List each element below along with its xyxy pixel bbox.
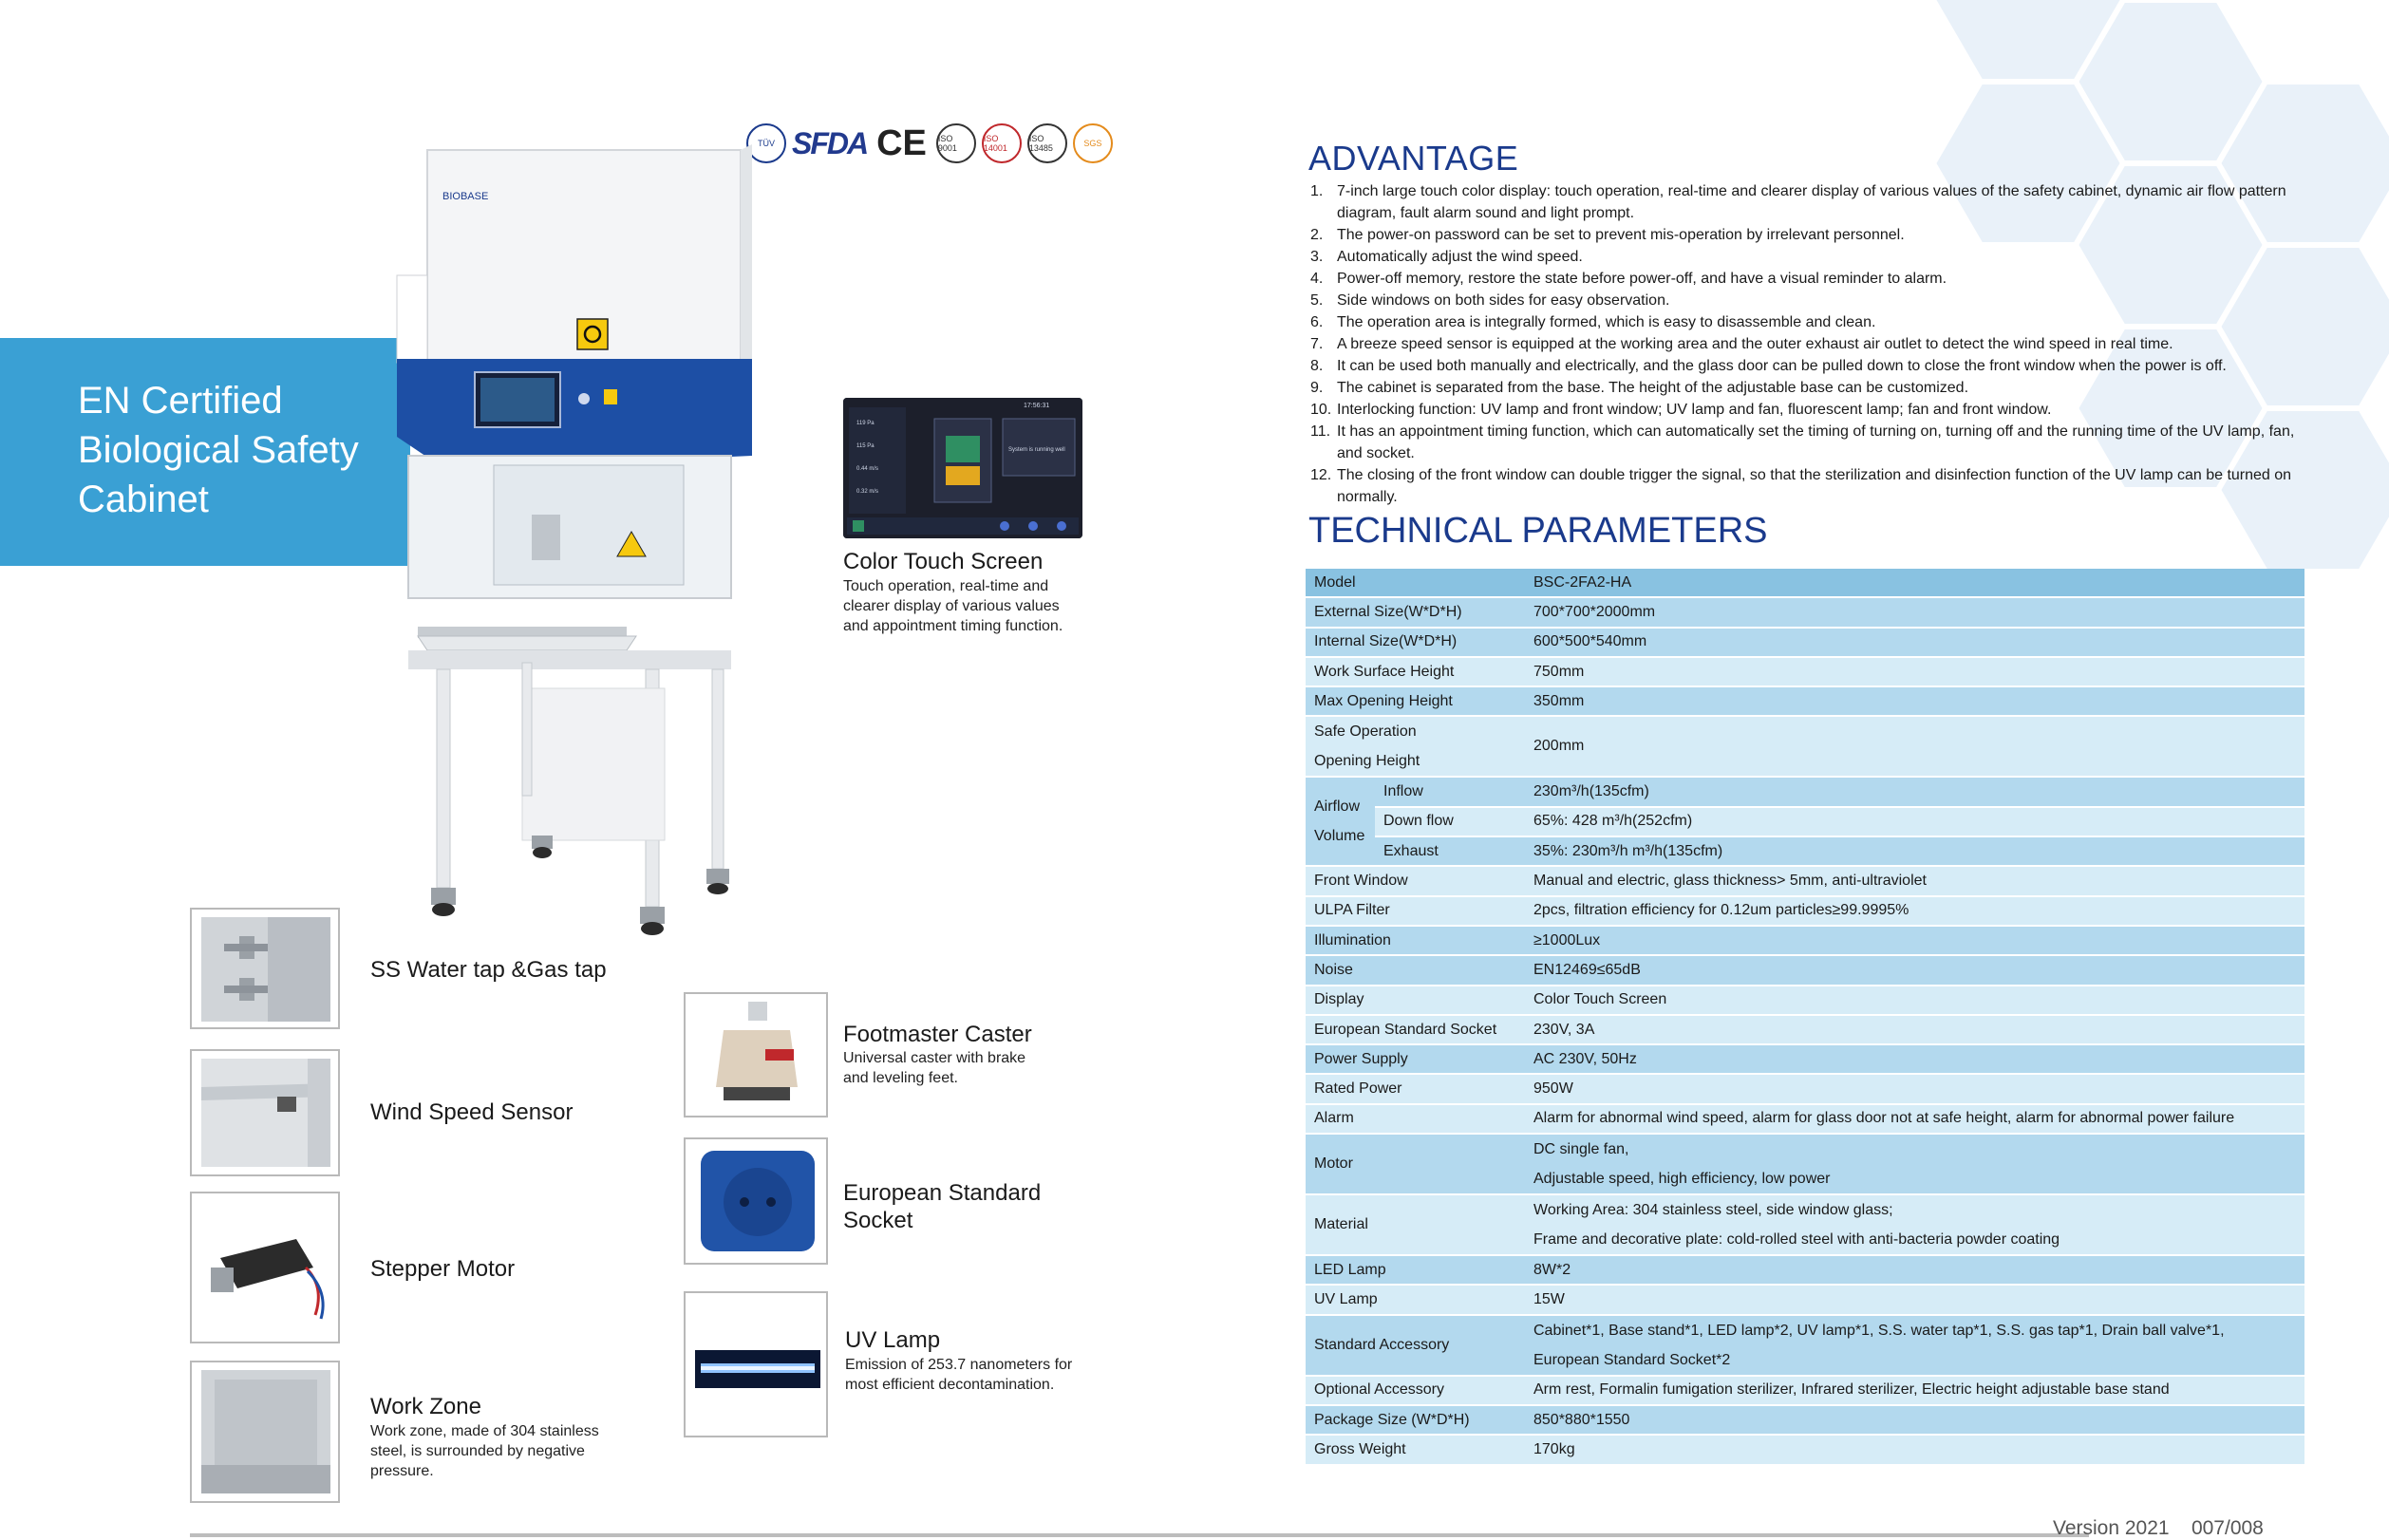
footer-divider	[190, 1533, 2089, 1537]
feature-title-stepper-motor: Stepper Motor	[370, 1256, 516, 1282]
table-row: Standard Accessory Cabinet*1, Base stand*1, LED lamp*2, UV lamp*1, S.S. water tap*1, S.S. gas tap*1, Drain ball valve*1, European Standard Socket*2	[1306, 1316, 2304, 1377]
table-row: Work Surface Height 750mm	[1306, 658, 2304, 687]
table-row: Noise EN12469≤65dB	[1306, 956, 2304, 986]
feature-title-european-socket: European Standard Socket	[843, 1180, 1042, 1233]
table-row: Airflow Volume Inflow 230m³/h(135cfm)	[1306, 778, 2304, 807]
svg-text:System is running well: System is running well	[1008, 447, 1065, 453]
uv-lamp-image	[684, 1291, 828, 1437]
advantage-heading: ADVANTAGE	[1308, 139, 1519, 178]
list-item: 8. It can be used both manually and electrically, and the glass door can be pulled down to close the front window when the power is off.	[1310, 358, 2227, 374]
table-row: ULPA Filter 2pcs, filtration efficiency for 0.12um particles≥99.9995%	[1306, 897, 2304, 927]
table-row: Model BSC-2FA2-HA	[1306, 569, 2304, 598]
table-row: European Standard Socket 230V, 3A	[1306, 1016, 2304, 1045]
list-item: 4. Power-off memory, restore the state before power-off, and have a visual reminder to alarm.	[1310, 271, 1947, 287]
table-row: Display Color Touch Screen	[1306, 986, 2304, 1016]
touch-screen-thumbnail	[843, 398, 1082, 538]
list-item: 6. The operation area is integrally formed, which is easy to disassemble and clean.	[1310, 314, 1876, 330]
feature-title-footmaster-caster: Footmaster Caster	[843, 1022, 1032, 1047]
table-row: LED Lamp 8W*2	[1306, 1256, 2304, 1286]
advantage-list	[1310, 180, 2317, 508]
table-row: Exhaust 35%: 230m³/h m³/h(135cfm)	[1306, 837, 2304, 867]
feature-desc-footmaster-caster: Universal caster with brake and leveling feet.	[843, 1050, 1026, 1086]
table-row: Optional Accessory Arm rest, Formalin fumigation sterilizer, Infrared sterilizer, Electric height adjustable base stand	[1306, 1377, 2304, 1406]
table-row: Gross Weight 170kg	[1306, 1436, 2304, 1465]
feature-title-water-gas-tap: SS Water tap &Gas tap	[370, 957, 607, 983]
feature-title-touch-screen: Color Touch Screen	[843, 549, 1044, 574]
sfda-icon: SFDA	[792, 125, 868, 160]
water-gas-tap-image	[190, 908, 340, 1029]
table-row: Front Window Manual and electric, glass thickness> 5mm, anti-ultraviolet	[1306, 867, 2304, 896]
sgs-icon: SGS	[1073, 123, 1113, 163]
technical-parameters-heading: TECHNICAL PARAMETERS	[1308, 511, 1768, 551]
product-title-band	[0, 338, 410, 566]
european-socket-image	[684, 1137, 828, 1265]
svg-text:0.44 m/s: 0.44 m/s	[856, 466, 879, 472]
table-row: Alarm Alarm for abnormal wind speed, alarm for glass door not at safe height, alarm for abnormal power failure	[1306, 1105, 2304, 1135]
table-row: Internal Size(W*D*H) 600*500*540mm	[1306, 629, 2304, 658]
feature-title-wind-speed-sensor: Wind Speed Sensor	[370, 1099, 574, 1125]
iso14001-icon: ISO 14001	[982, 123, 1022, 163]
technical-parameters-table	[1306, 569, 2304, 1466]
product-title: EN Certified Biological Safety Cabinet	[78, 380, 359, 520]
list-item: 7. A breeze speed sensor is equipped at the working area and the outer exhaust air outlet to detect the wind speed in real time.	[1310, 336, 2173, 352]
table-row: Rated Power 950W	[1306, 1075, 2304, 1104]
svg-text:115 Pa: 115 Pa	[856, 443, 875, 449]
feature-desc-uv-lamp: Emission of 253.7 nanometers for most efficient decontamination.	[845, 1357, 1073, 1393]
table-row: Material Working Area: 304 stainless steel, side window glass; Frame and decorative plate: cold-rolled steel with anti-bacteria powder coating	[1306, 1195, 2304, 1256]
tuv-icon: TÜV	[746, 123, 786, 163]
list-item: 10. Interlocking function: UV lamp and front window; UV lamp and fan, fluorescent lamp; fan and front window.	[1310, 402, 2052, 418]
ce-icon: CE	[876, 122, 927, 163]
svg-text:17:56:31: 17:56:31	[1024, 403, 1050, 409]
footmaster-caster-image	[684, 992, 828, 1117]
list-item: 1. 7-inch large touch color display: touch operation, real-time and clearer display of various values of the safety cabinet, dynamic air flow pattern diagram, fault alarm sound and light prompt.	[1310, 183, 2286, 221]
table-row: Max Opening Height 350mm	[1306, 687, 2304, 717]
list-item: 12. The closing of the front window can double trigger the signal, so that the sterilization and disinfection function of the UV lamp can be turned on normally.	[1310, 467, 2292, 505]
certification-logos	[746, 120, 1113, 167]
list-item: 5. Side windows on both sides for easy observation.	[1310, 292, 1670, 309]
brand-label: BIOBASE	[442, 191, 489, 202]
iso9001-icon: ISO 9001	[936, 123, 976, 163]
feature-title-uv-lamp: UV Lamp	[845, 1327, 941, 1353]
list-item: 11. It has an appointment timing function, which can automatically set the timing of turning on, turning off and the running time of the UV lamp, fan, and socket.	[1310, 423, 2295, 461]
list-item: 9. The cabinet is separated from the base. The height of the adjustable base can be customized.	[1310, 380, 1969, 396]
footer-version: Version 2021 007/008	[2053, 1517, 2264, 1539]
table-row: Power Supply AC 230V, 50Hz	[1306, 1045, 2304, 1075]
feature-title-work-zone: Work Zone	[370, 1394, 481, 1419]
table-row: Package Size (W*D*H) 850*880*1550	[1306, 1406, 2304, 1436]
table-row: Down flow 65%: 428 m³/h(252cfm)	[1306, 808, 2304, 837]
safety-cabinet-illustration	[389, 142, 760, 940]
table-row: Motor DC single fan, Adjustable speed, high efficiency, low power	[1306, 1135, 2304, 1195]
iso13485-icon: ISO 13485	[1027, 123, 1067, 163]
feature-desc-work-zone: Work zone, made of 304 stainless steel, is surrounded by negative pressure.	[370, 1423, 599, 1479]
page-number: 007/008	[2191, 1517, 2264, 1539]
table-row: Illumination ≥1000Lux	[1306, 927, 2304, 956]
svg-text:0.32 m/s: 0.32 m/s	[856, 489, 879, 495]
table-row: UV Lamp 15W	[1306, 1286, 2304, 1315]
table-row: External Size(W*D*H) 700*700*2000mm	[1306, 598, 2304, 628]
feature-desc-touch-screen: Touch operation, real-time and clearer display of various values and appointment timing function.	[843, 578, 1063, 634]
svg-text:119 Pa: 119 Pa	[856, 421, 875, 426]
list-item: 2. The power-on password can be set to prevent mis-operation by irrelevant personnel.	[1310, 227, 1905, 243]
wind-speed-sensor-image	[190, 1049, 340, 1176]
table-row: Safe Operation Opening Height 200mm	[1306, 717, 2304, 778]
list-item: 3. Automatically adjust the wind speed.	[1310, 249, 1583, 265]
stepper-motor-image	[190, 1192, 340, 1343]
work-zone-image	[190, 1361, 340, 1503]
